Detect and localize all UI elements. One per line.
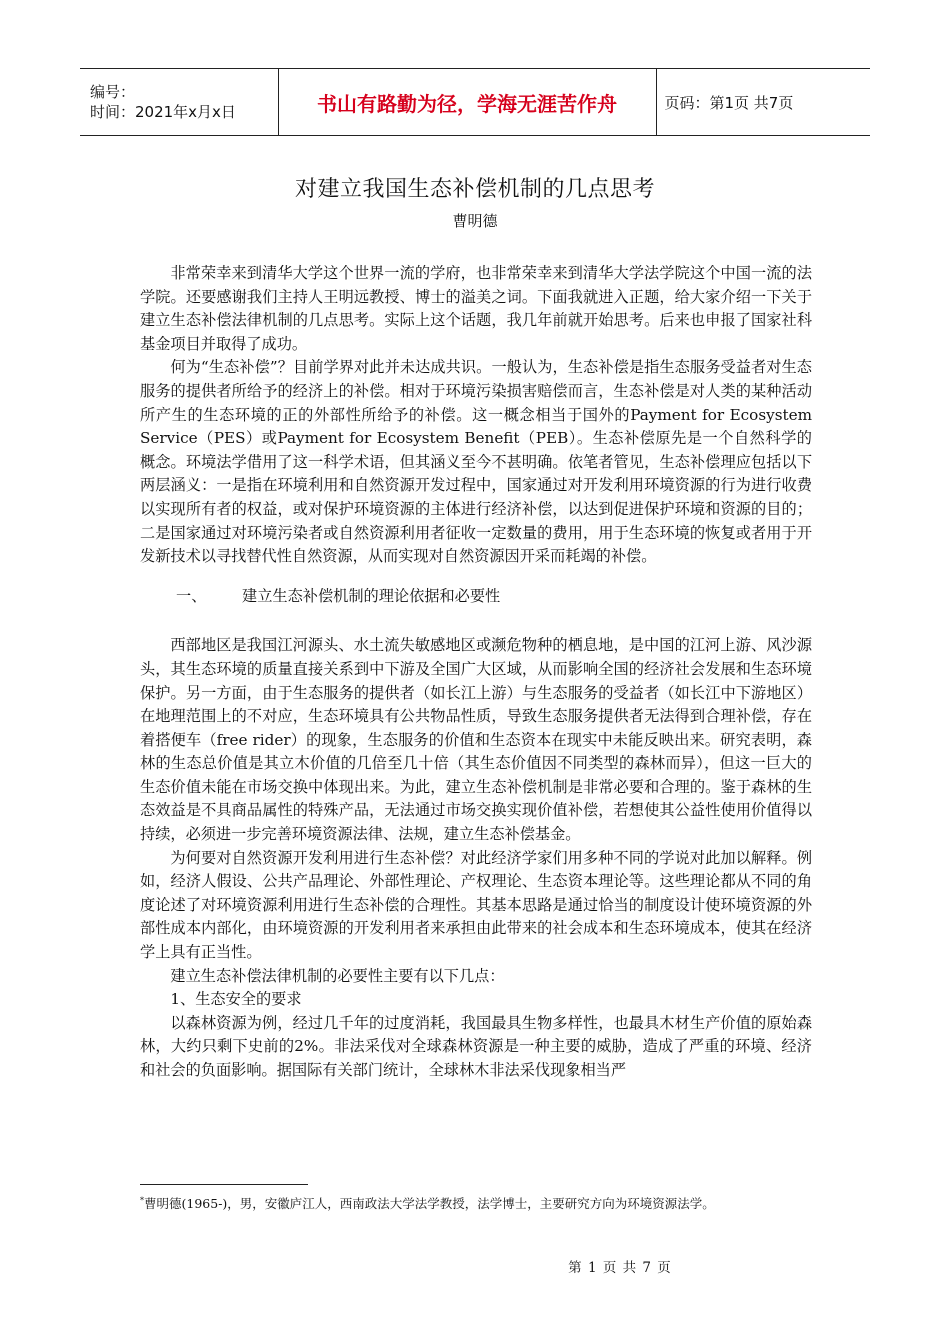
footnote-mark: * [140, 1196, 144, 1205]
document-header [80, 68, 870, 136]
section-number: 一、 [176, 586, 207, 605]
section-title: 建立生态补偿机制的理论依据和必要性 [242, 586, 501, 605]
code-label: 编号： [90, 83, 136, 101]
footnote-text: 曹明德(1965-)，男，安徽庐江人，西南政法大学法学教授，法学博士，主要研究方向为环境资源法学。 [144, 1196, 715, 1212]
document-body [140, 262, 812, 1083]
footnote [140, 1192, 840, 1213]
paragraph: 为何要对自然资源开发利用进行生态补偿？对此经济学家们用多种不同的学说对此加以解释。例如，经济人假设、公共产品理论、外部性理论、产权理论、生态资本理论等。这些理论都从不同的角度论述了对环境资源利用进行生态补偿的合理性。其基本思路是通过恰当的制度设计使环境资源的外部性成本内部化，由环境资源的开发利用者来承担由此带来的社会成本和生态环境成本，使其在经济学上具有正当性。 [140, 848, 812, 962]
paragraph: 西部地区是我国江河源头、水土流失敏感地区或濒危物种的栖息地，是中国的江河上游、风沙源头，其生态环境的质量直接关系到中下游及全国广大区域，从而影响全国的经济社会发展和生态环境保护。另一方面，由于生态服务的提供者（如长江上游）与生态服务的受益者（如长江中下游地区）在地理范围上的不对应，生态环境具有公共物品性质，导致生态服务提供者无法得到合理补偿，存在着搭便车（free rider）的现象，生态服务的价值和生态资本在现实中未能反映出来。研究表明，森林的生态总价值是其立木价值的几倍至几十倍（其生态价值因不同类型的森林而异），但这一巨大的生态价值未能在市场交换中体现出来。为此，建立生态补偿机制是非常必要和合理的。鉴于森林的生态效益是不具商品属性的特殊产品，无法通过市场交换实现价值补偿，若想使其公益性使用价值得以持续，必须进一步完善环境资源法律、法规，建立生态补偿基金。 [140, 636, 812, 844]
header-meta [80, 69, 278, 136]
subheading: 1、生态安全的要求 [170, 990, 302, 1009]
footnote-divider [140, 1184, 308, 1185]
section-heading [140, 585, 812, 609]
paragraph: 建立生态补偿法律机制的必要性主要有以下几点： [170, 966, 505, 985]
header-page-label: 页码：第1页 共7页 [656, 69, 870, 136]
date-label: 时间：2021年x月x日 [90, 103, 236, 121]
paragraph: 非常荣幸来到清华大学这个世界一流的学府，也非常荣幸来到清华大学法学院这个中国一流的法学院。还要感谢我们主持人王明远教授、博士的溢美之词。下面我就进入正题，给大家介绍一下关于建立生态补偿法律机制的几点思考。实际上这个话题，我几年前就开始思考。后来也申报了国家社科基金项目并取得了成功。 [140, 264, 812, 353]
paragraph: 以森林资源为例，经过几千年的过度消耗，我国最具生物多样性，也最具木材生产价值的原始森林，大约只剩下史前的2%。非法采伐对全球森林资源是一种主要的威胁，造成了严重的环境、经济和社会的负面影响。据国际有关部门统计，全球林木非法采伐现象相当严 [140, 1013, 812, 1079]
author-name: 曹明德 [452, 212, 498, 230]
header-motto: 书山有路勤为径，学海无涯苦作舟 [278, 69, 656, 136]
page-footer: 第 1 页 共 7 页 [568, 1260, 672, 1276]
paragraph: 何为“生态补偿”？目前学界对此并未达成共识。一般认为，生态补偿是指生态服务受益者对生态服务的提供者所给予的经济上的补偿。相对于环境污染损害赔偿而言，生态补偿是对人类的某种活动所产生的生态环境的正的外部性所给予的补偿。这一概念相当于国外的Payment for Ecosystem Service（PES）或Payment for Ecosystem Benefit（PEB）。生态补偿原先是一个自然科学的概念。环境法学借用了这一科学术语，但其涵义至今不甚明确。依笔者管见，生态补偿理应包括以下两层涵义：一是指在环境利用和自然资源开发过程中，国家通过对开发利用环境资源的行为进行收费以实现所有者的权益，或对保护环境资源的主体进行经济补偿，以达到促进保护环境和资源的目的；二是国家通过对环境污染者或自然资源利用者征收一定数量的费用，用于生态环境的恢复或者用于开发新技术以寻找替代性自然资源，从而实现对自然资源因开采而耗竭的补偿。 [140, 358, 812, 566]
document-title: 对建立我国生态补偿机制的几点思考 [294, 177, 655, 202]
